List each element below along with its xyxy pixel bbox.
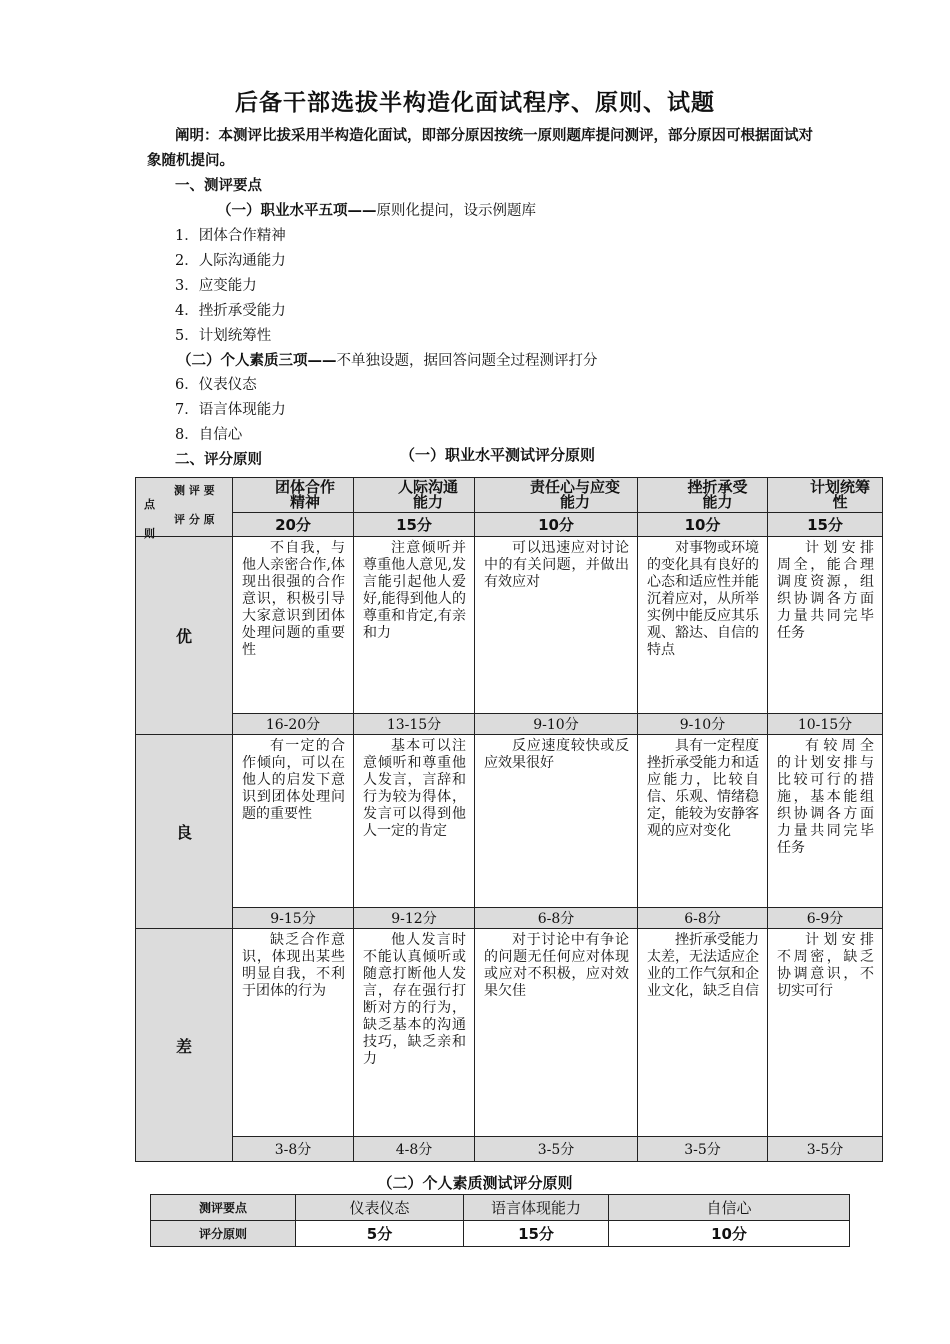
list-item: 8．自信心 bbox=[175, 427, 243, 443]
criteria-cell: 他人发言时不能认真倾听或随意打断他人发言，存在强行打断对方的行为，缺乏基本的沟通技巧，缺乏亲和力 bbox=[354, 929, 475, 1137]
column-header: 计划统筹性 bbox=[768, 478, 883, 513]
part1-heading bbox=[217, 199, 536, 224]
row-label: 评分原则 bbox=[151, 1221, 296, 1247]
corner-text-c: 评 分 原 bbox=[174, 513, 215, 526]
score-range: 6-8分 bbox=[475, 908, 638, 929]
column-points: 10分 bbox=[475, 513, 638, 537]
criteria-cell: 可以迅速应对讨论中的有关问题，并做出有效应对 bbox=[475, 537, 638, 714]
corner-text-b: 点 bbox=[144, 498, 155, 511]
column-header: 语言体现能力 bbox=[464, 1195, 609, 1221]
score-range: 3-8分 bbox=[233, 1137, 354, 1162]
column-points: 15分 bbox=[464, 1221, 609, 1247]
criteria-cell: 缺乏合作意识，体现出某些明显自我，不利于团体的行为 bbox=[233, 929, 354, 1137]
criteria-cell: 基本可以注意倾听和尊重他人发言，言辞和行为较为得体，发言可以得到他人一定的肯定 bbox=[354, 735, 475, 908]
section2-heading: 二、评分原则 bbox=[175, 452, 262, 468]
column-points: 5分 bbox=[296, 1221, 464, 1247]
part2-heading bbox=[177, 349, 598, 374]
list-item: 6．仪表仪态 bbox=[175, 377, 257, 393]
part1-head: （一）职业水平五项—— bbox=[217, 203, 377, 219]
score-range: 10-15分 bbox=[768, 714, 883, 735]
column-header: 挫折承受能力 bbox=[638, 478, 768, 513]
column-header: 仪表仪态 bbox=[296, 1195, 464, 1221]
criteria-cell: 不自我，与他人亲密合作,体现出很强的合作意识，积极引导大家意识到团体处理问题的重要性 bbox=[233, 537, 354, 714]
criteria-cell: 反应速度较快或反应效果很好 bbox=[475, 735, 638, 908]
criteria-cell: 注意倾听并尊重他人意见,发言能引起他人爱好,能得到他人的尊重和肯定,有亲和力 bbox=[354, 537, 475, 714]
score-range: 13-15分 bbox=[354, 714, 475, 735]
list-item: 3．应变能力 bbox=[175, 278, 257, 294]
level-label: 差 bbox=[136, 929, 233, 1162]
column-header: 团体合作精神 bbox=[233, 478, 354, 513]
criteria-cell: 具有一定程度挫折承受能力和适应能力，比较自信、乐观、情绪稳定，能较为安静客观的应对变化 bbox=[638, 735, 768, 908]
score-range: 16-20分 bbox=[233, 714, 354, 735]
personal-quality-table bbox=[150, 1194, 850, 1247]
score-range: 3-5分 bbox=[638, 1137, 768, 1162]
score-range: 6-8分 bbox=[638, 908, 768, 929]
table-row-excellent bbox=[136, 537, 883, 714]
list-item: 4．挫折承受能力 bbox=[175, 303, 286, 319]
part2-head: （二）个人素质三项—— bbox=[177, 353, 337, 369]
score-range: 3-5分 bbox=[768, 1137, 883, 1162]
level-label: 良 bbox=[136, 735, 233, 929]
score-range: 3-5分 bbox=[475, 1137, 638, 1162]
part2-tail: 不单独设题，据回答问题全过程测评打分 bbox=[336, 353, 598, 369]
score-range: 9-15分 bbox=[233, 908, 354, 929]
intro-paragraph bbox=[147, 124, 817, 174]
section1-heading: 一、测评要点 bbox=[175, 178, 262, 194]
list-item: 2．人际沟通能力 bbox=[175, 253, 286, 269]
score-range: 9-10分 bbox=[638, 714, 768, 735]
column-header: 责任心与应变能力 bbox=[475, 478, 638, 513]
criteria-cell: 对于讨论中有争论的问题无任何应对体现或应对不积极，应对效果欠佳 bbox=[475, 929, 638, 1137]
row-label: 测评要点 bbox=[151, 1195, 296, 1221]
criteria-cell: 对事物或环境的变化具有良好的心态和适应性并能沉着应对，从所举实例中能反应其乐观、豁达、自信的特点 bbox=[638, 537, 768, 714]
criteria-cell: 挫折承受能力太差，无法适应企业的工作气氛和企业文化，缺乏自信 bbox=[638, 929, 768, 1137]
table-corner-header bbox=[136, 478, 233, 540]
score-range: 9-10分 bbox=[475, 714, 638, 735]
score-range: 9-12分 bbox=[354, 908, 475, 929]
list-item: 5．计划统筹性 bbox=[175, 328, 272, 344]
column-header: 自信心 bbox=[609, 1195, 850, 1221]
level-label: 优 bbox=[136, 537, 233, 735]
table-row-poor bbox=[136, 929, 883, 1137]
corner-text-a: 测 评 要 bbox=[174, 484, 215, 497]
criteria-cell: 计划安排周全，能合理调度资源，组织协调各方面力量共同完毕任务 bbox=[768, 537, 883, 714]
table2-title: （二）个人素质测试评分原则 bbox=[377, 1174, 573, 1192]
list-item: 1．团体合作精神 bbox=[175, 228, 286, 244]
table1-title: （一）职业水平测试评分原则 bbox=[400, 446, 596, 464]
score-range: 6-9分 bbox=[768, 908, 883, 929]
professional-level-table bbox=[135, 477, 883, 1162]
intro-text: 阐明：本测评比拔采用半构造化面试，即部分原因按统一原则题库提问测评，部分原因可根据面试对象随机提问。 bbox=[147, 128, 813, 169]
table-row-good bbox=[136, 735, 883, 908]
score-range: 4-8分 bbox=[354, 1137, 475, 1162]
criteria-cell: 计划安排不周密，缺乏协调意识，不切实可行 bbox=[768, 929, 883, 1137]
column-points: 15分 bbox=[768, 513, 883, 537]
column-header: 人际沟通能力 bbox=[354, 478, 475, 513]
column-points: 15分 bbox=[354, 513, 475, 537]
column-points: 10分 bbox=[638, 513, 768, 537]
part1-tail: 原则化提问，设示例题库 bbox=[376, 203, 536, 219]
column-points: 10分 bbox=[609, 1221, 850, 1247]
criteria-cell: 有较周全的计划安排与比较可行的措施，基本能组织协调各方面力量共同完毕任务 bbox=[768, 735, 883, 908]
corner-text-d: 则 bbox=[144, 527, 155, 540]
document-title: 后备干部选拔半构造化面试程序、原则、试题 bbox=[235, 90, 715, 116]
criteria-cell: 有一定的合作倾向，可以在他人的启发下意识到团体处理问题的重要性 bbox=[233, 735, 354, 908]
column-points: 20分 bbox=[233, 513, 354, 537]
list-item: 7．语言体现能力 bbox=[175, 402, 286, 418]
